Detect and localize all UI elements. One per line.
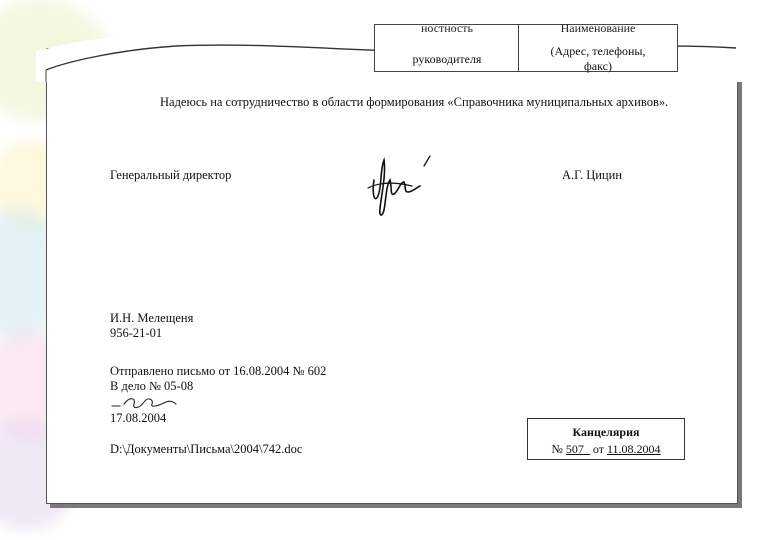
registry-stamp [527,418,685,460]
file-note: В дело № 05-08 [110,379,194,393]
registry-date: 11.08.2004 [606,442,661,456]
executor-phone: 956-21-01 [110,326,163,340]
registry-number-prefix: № [551,442,563,456]
header-box-position [374,21,520,72]
note-date: 17.08.2004 [110,411,167,425]
executor-name: И.Н. Мелещеня [110,311,194,325]
registry-number: 507 [565,442,584,456]
header-box-text: факс) [584,59,612,73]
header-box-clipped-text: ностность [420,21,474,35]
small-signature [110,392,180,412]
registry-date-prefix: от [592,442,604,456]
file-path: D:\Документы\Письма\2004\742.doc [110,442,303,456]
header-box-text: (Адрес, телефоны, [550,44,646,58]
registry-title: Канцелярия [572,425,640,439]
signer-name: А.Г. Цицин [562,168,623,182]
handwritten-signature [360,152,434,224]
header-box-address [518,21,678,73]
registry-number-row [528,442,684,457]
sent-note: Отправлено письмо от 16.08.2004 № 602 [110,364,327,378]
header-box-text: руководителя [412,52,482,66]
header-box-clipped-text: Наименование [560,21,636,35]
signer-position: Генеральный директор [110,168,232,182]
closing-paragraph: Надеюсь на сотрудничество в области формирования «Справочника муниципальных архивов». [160,95,669,109]
